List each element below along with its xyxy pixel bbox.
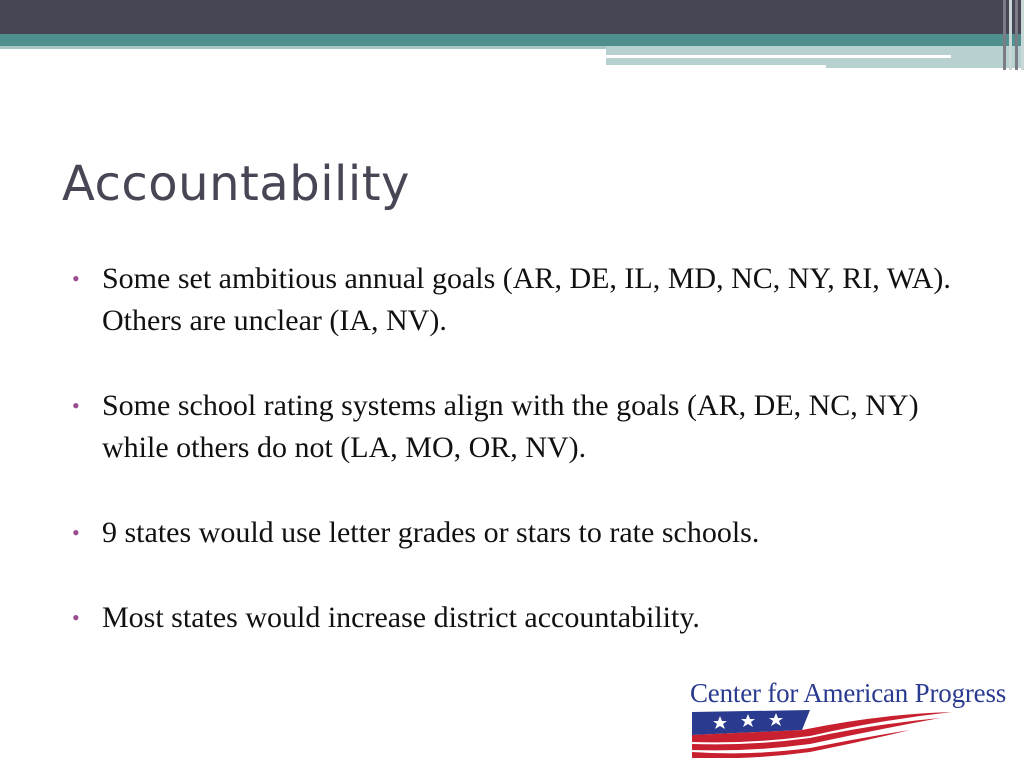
bullet-item xyxy=(72,258,972,342)
bullet-marker: • xyxy=(72,393,80,418)
header-band-dark xyxy=(0,0,1024,34)
bullet-item xyxy=(72,597,972,639)
bullet-item xyxy=(72,385,972,469)
bullet-text: Some school rating systems align with the goals (AR, DE, NC, NY) while others do not (LA, MO, OR, NV). xyxy=(102,389,919,464)
header-bar xyxy=(1003,0,1006,70)
bullet-text: 9 states would use letter grades or stars to rate schools. xyxy=(102,516,760,549)
header-stripe xyxy=(606,65,826,68)
header-stripe xyxy=(606,55,951,58)
bullet-marker: • xyxy=(72,605,80,630)
header-bar xyxy=(1009,0,1012,70)
header-bar xyxy=(1015,0,1018,70)
cap-logo xyxy=(690,678,1015,760)
header-vertical-bars xyxy=(996,0,1024,70)
bullet-text: Most states would increase district accountability. xyxy=(102,601,700,634)
american-flag-swoosh-icon xyxy=(690,708,960,758)
bullet-marker: • xyxy=(72,520,80,545)
header-band-teal xyxy=(0,34,1024,46)
slide-title: Accountability xyxy=(62,156,410,212)
bullet-list xyxy=(72,258,972,639)
logo-text: Center for American Progress xyxy=(690,678,1007,708)
bullet-item xyxy=(72,512,972,554)
bullet-marker: • xyxy=(72,266,80,291)
bullet-text: Some set ambitious annual goals (AR, DE, IL, MD, NC, NY, RI, WA). Others are unclear (IA, NV). xyxy=(102,262,951,337)
header-band-light xyxy=(0,46,610,49)
